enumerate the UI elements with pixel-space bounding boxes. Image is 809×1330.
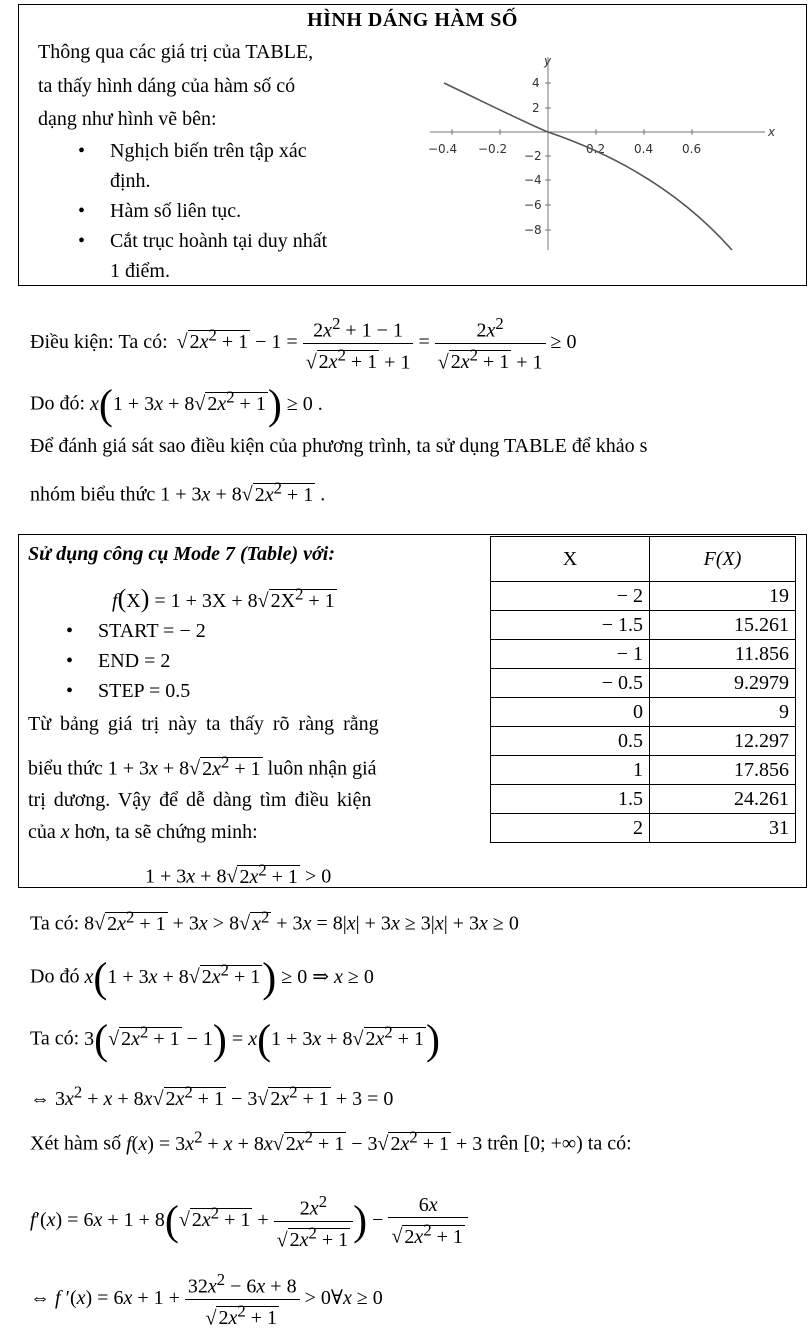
reasoning-line-2: biểu thức 1 + 3x + 8√ $2x^2 + 1$ luôn nhận giá xyxy=(28,752,377,780)
proof-line-1: Ta có: 8√ $2x^2 + 1 + 3x > 8√$ $x^2 + 3x = 8|x| + 3x \ge 3|x| + 3x \ge 0$ xyxy=(30,907,519,935)
y-tick: 4 xyxy=(532,76,540,90)
function-curve xyxy=(444,83,732,250)
header-fx: F(X) xyxy=(650,537,796,582)
para-line-1: Để đánh giá sát sao điều kiện của phương trình, ta sử dụng TABLE để khảo s xyxy=(30,435,648,457)
x-tick: −0.4 xyxy=(428,142,458,156)
inequality-target: 1 + 3x + 8√ $2x^2 + 1 > 0$ xyxy=(145,860,332,888)
table-row: 2 31 xyxy=(491,814,796,843)
reasoning-line-3: trị dương. Vậy để dễ dàng tìm điều kiện xyxy=(28,789,372,811)
property-item: • Nghịch biến trên tập xác định. xyxy=(70,136,410,196)
reasoning-line-1: Từ bảng giá trị này ta thấy rõ ràng rằng xyxy=(28,713,379,735)
proof-line-3: Ta có: 3(√ $2x^2 + 1 - 1) = x(1 + 3x + 8√$ $2x^2 + 1$) xyxy=(30,1017,441,1064)
x-axis-label: x xyxy=(768,125,776,139)
y-axis-label: y xyxy=(544,54,552,68)
y-tick: −4 xyxy=(524,173,542,187)
table-header-row xyxy=(491,537,796,582)
param-end: • END = 2 xyxy=(58,646,358,676)
x-tick: 0.4 xyxy=(634,142,654,156)
property-item: • Cắt trục hoành tại duy nhất 1 điểm. xyxy=(70,226,410,286)
derivative-result-line: ⇔ f ′(x) = 6x + 1 + $\frac{32x^2 - 6x + 8}{√ 2x^2 + 1}$ > 0∀x ≥ 0 xyxy=(30,1270,383,1330)
table-row: − 1.5 15.261 xyxy=(491,611,796,640)
param-step: • STEP = 0.5 xyxy=(58,676,358,706)
intro-line-1: Thông qua các giá trị của TABLE, xyxy=(38,41,314,63)
table-row: − 1 11.856 xyxy=(491,640,796,669)
property-item: • Hàm số liên tục. xyxy=(70,196,410,226)
proof-line-4: ⇔ $3x^2 + x + 8x√$ $2x^2 + 1 - 3√$ $2x^2 + 1 + 3 = 0$ xyxy=(30,1082,394,1110)
values-table xyxy=(490,536,796,843)
reasoning-line-4: của x hơn, ta sẽ chứng minh: xyxy=(28,821,258,843)
x-tick: 0.6 xyxy=(682,142,702,156)
y-tick: −2 xyxy=(524,149,542,163)
table-row: 0.5 12.297 xyxy=(491,727,796,756)
table-row: − 2 19 xyxy=(491,582,796,611)
y-tick: −8 xyxy=(524,223,542,237)
mode7-heading: Sử dụng công cụ Mode 7 (Table) với: xyxy=(28,543,335,565)
proof-line-5: Xét hàm số $f(x) = 3x^2 + x + 8x√$ $2x^2 + 1 - 3√$ $2x^2 + 1 + 3$ trên [0; +∞) ta có: xyxy=(30,1127,632,1155)
property-list xyxy=(70,136,410,286)
param-start: • START = − 2 xyxy=(58,616,358,646)
proof-line-2: Do đó x(1 + 3x + 8√ $2x^2 + 1) \ge 0$ ⇒ x ≥ 0 xyxy=(30,955,374,1002)
intro-line-2: ta thấy hình dáng của hàm số có xyxy=(38,75,296,97)
section-title: HÌNH DÁNG HÀM SỐ xyxy=(307,9,518,31)
x-tick: −0.2 xyxy=(478,142,508,156)
para-line-2: nhóm biểu thức 1 + 3x + 8√ $2x^2 + 1$ . xyxy=(30,478,326,506)
function-definition: f(X) = 1 + 3X + 8√ $2X^2 + 1$ xyxy=(112,583,335,613)
y-tick: −6 xyxy=(524,198,542,212)
x-tick: 0.2 xyxy=(586,142,606,156)
function-graph xyxy=(420,45,790,260)
table-row: 1.5 24.261 xyxy=(491,785,796,814)
derivative-line: f′(x) = 6x + 1 + 8(√ $2x^2 + 1$ + $\frac{2x^2}{√ 2x^2 + 1}$ ) − $\frac{6x}{√ 2x^2 + 1}$ xyxy=(30,1190,468,1252)
do-do-line: Do đó: x(1 + 3x + 8√ $2x^2 + 1) \ge 0$ . xyxy=(30,382,323,429)
header-x: X xyxy=(491,537,650,582)
condition-line: Điều kiện: Ta có: √ $2x^2 + 1 - 1$ = $\frac{2x^2 + 1 - 1}{√ 2x^2 + 1 + 1}$ = $\frac{2x^2}{√ 2x^2 + 1 + 1}$ ≥ 0 xyxy=(30,314,577,374)
table-row: 1 17.856 xyxy=(491,756,796,785)
table-row: 0 9 xyxy=(491,698,796,727)
y-tick: 2 xyxy=(532,101,540,115)
table-params xyxy=(58,616,358,706)
table-row: − 0.5 9.2979 xyxy=(491,669,796,698)
intro-line-3: dạng như hình vẽ bên: xyxy=(38,108,217,130)
